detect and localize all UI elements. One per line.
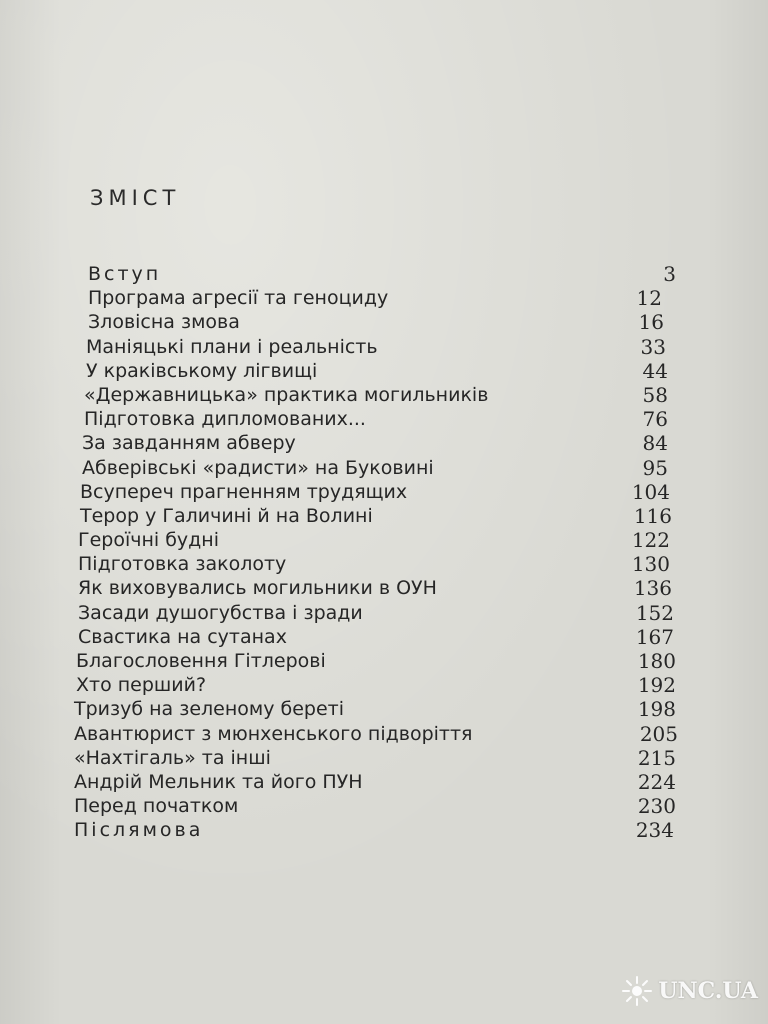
contents-heading: ЗМІСТ bbox=[90, 186, 181, 210]
toc-entry-page: 215 bbox=[637, 745, 676, 770]
toc-entry-title: Героїчні будні bbox=[78, 529, 220, 552]
toc-entry-page: 205 bbox=[639, 721, 678, 746]
toc-entry-title: Хто перший? bbox=[76, 674, 207, 697]
toc-entry bbox=[88, 310, 678, 334]
toc-entry bbox=[86, 359, 678, 383]
toc-entry-title: Як виховувались могильники в ОУН bbox=[78, 577, 437, 600]
table-of-contents bbox=[74, 262, 678, 843]
toc-entry-title: «Нахтігаль» та інші bbox=[74, 746, 271, 769]
toc-entry-title: Підготовка заколоту bbox=[78, 553, 287, 576]
toc-entry-page: 116 bbox=[633, 503, 672, 528]
toc-entry-page: 95 bbox=[642, 455, 668, 480]
toc-entry-title: Підготовка дипломованих... bbox=[84, 408, 366, 431]
toc-entry bbox=[74, 722, 678, 746]
toc-entry-title: За завданням абверу bbox=[82, 432, 296, 455]
toc-entry-page: 152 bbox=[635, 600, 674, 625]
toc-entry-page: 234 bbox=[635, 818, 674, 843]
toc-entry-title: Благословення Гітлерові bbox=[76, 650, 326, 672]
toc-entry-page: 44 bbox=[642, 358, 668, 383]
toc-entry-title: Тризуб на зеленому береті bbox=[74, 698, 345, 721]
toc-entry bbox=[74, 746, 678, 770]
toc-entry-page: 198 bbox=[637, 697, 676, 722]
toc-entry-title: Свастика на сутанах bbox=[78, 625, 287, 648]
toc-entry bbox=[78, 601, 678, 625]
toc-entry-title: Всупереч прагненням трудящих bbox=[80, 480, 408, 503]
toc-entry bbox=[74, 770, 678, 794]
toc-entry-title: Вступ bbox=[88, 263, 162, 285]
toc-entry bbox=[80, 504, 678, 528]
watermark-text: UNC.UA bbox=[658, 978, 758, 1004]
toc-entry bbox=[88, 286, 678, 310]
toc-entry-title: Засади душогубства і зради bbox=[78, 601, 363, 624]
toc-entry-page: 167 bbox=[635, 624, 674, 649]
site-watermark bbox=[622, 976, 758, 1006]
toc-entry bbox=[84, 407, 678, 431]
toc-entry-title: «Державницька» практика могильників bbox=[84, 383, 489, 406]
toc-entry-title: Авантюрист з мюнхенського підворіття bbox=[74, 722, 473, 745]
toc-entry-page: 58 bbox=[642, 382, 668, 407]
toc-entry bbox=[78, 552, 678, 576]
toc-entry-page: 122 bbox=[631, 528, 670, 553]
toc-entry-page: 84 bbox=[642, 431, 668, 456]
toc-entry-title: Терор у Галичині й на Волині bbox=[80, 504, 373, 527]
toc-entry-page: 16 bbox=[638, 310, 664, 335]
toc-entry-page: 76 bbox=[642, 407, 668, 432]
toc-entry-title: Андрій Мельник та його ПУН bbox=[74, 770, 363, 793]
toc-entry-page: 130 bbox=[631, 552, 670, 577]
toc-entry bbox=[74, 697, 678, 721]
toc-entry-page: 180 bbox=[637, 649, 676, 673]
toc-entry-page: 3 bbox=[663, 262, 676, 286]
toc-entry-title: Післямова bbox=[74, 819, 204, 842]
toc-entry bbox=[78, 625, 678, 649]
toc-entry bbox=[80, 480, 678, 504]
toc-entry bbox=[78, 576, 678, 600]
toc-entry-page: 224 bbox=[637, 769, 676, 794]
toc-entry bbox=[82, 431, 678, 455]
toc-entry-page: 104 bbox=[631, 479, 670, 504]
toc-entry bbox=[88, 262, 678, 286]
toc-entry-page: 12 bbox=[636, 286, 662, 311]
toc-entry bbox=[84, 383, 678, 407]
toc-entry bbox=[78, 528, 678, 552]
sun-icon bbox=[622, 976, 652, 1006]
toc-entry bbox=[76, 649, 678, 673]
toc-entry-title: Маніяцькі плани і реальність bbox=[86, 335, 378, 358]
toc-entry-title: Зловісна змова bbox=[88, 311, 240, 334]
toc-entry-title: Перед початком bbox=[74, 795, 239, 818]
toc-entry bbox=[86, 335, 678, 359]
toc-entry-title: Програма агресії та геноциду bbox=[88, 287, 389, 310]
toc-entry bbox=[74, 794, 678, 818]
toc-entry bbox=[76, 673, 678, 697]
toc-entry bbox=[82, 456, 678, 480]
toc-entry-page: 33 bbox=[640, 334, 666, 359]
toc-entry-title: У краківському лігвищі bbox=[86, 359, 318, 382]
toc-entry-page: 192 bbox=[637, 673, 676, 698]
toc-entry-page: 230 bbox=[637, 794, 676, 819]
toc-entry-title: Абверівські «радисти» на Буковині bbox=[82, 456, 434, 479]
toc-entry-page: 136 bbox=[633, 576, 672, 601]
toc-entry bbox=[74, 818, 678, 842]
